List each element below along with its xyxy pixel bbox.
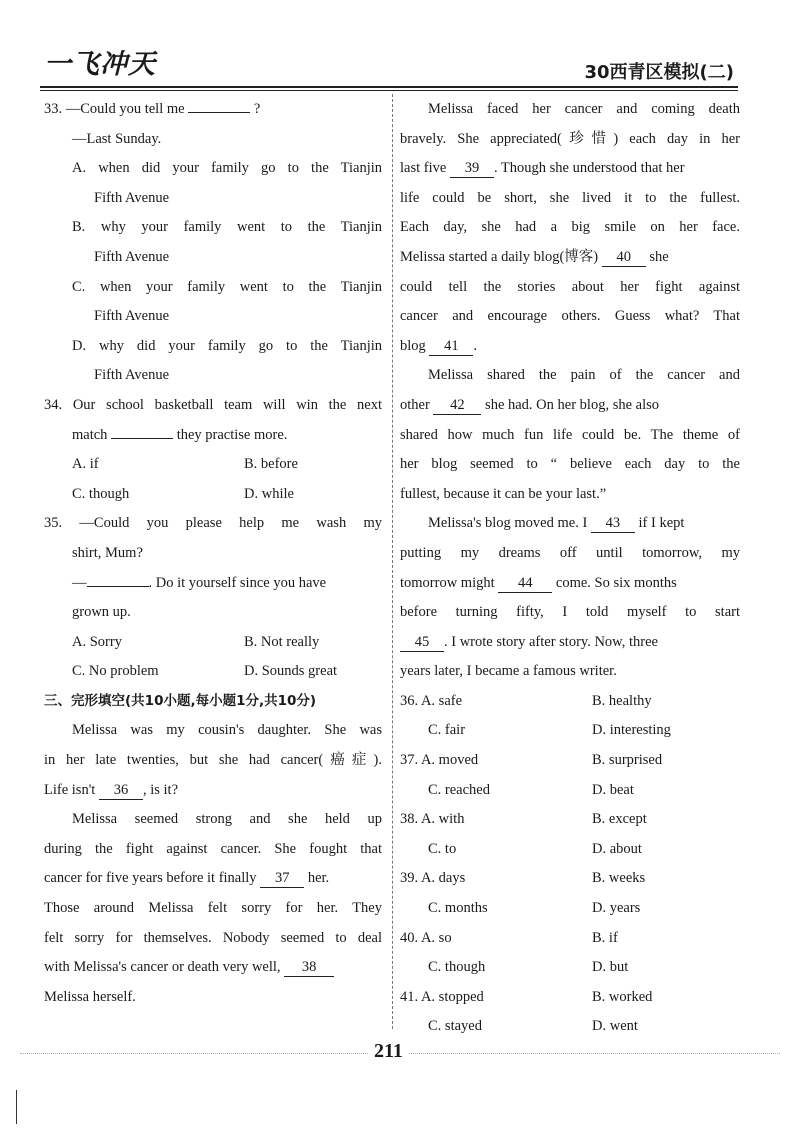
answer-blank [111,438,173,439]
passage-line: Melissa faced her cancer and coming death [428,101,740,117]
passage-line: years later, I became a famous writer. [400,663,617,680]
passage-line: Melissa was my cousin's daughter. She was [72,722,382,739]
passage-line: Those around Melissa felt sorry for her. They [44,900,382,917]
passage-line: Life isn't 36 , is it? [44,781,179,798]
passage-line: Melissa started a daily blog(博客) 40 she [400,248,669,265]
passage-line: cancer for five years before it finally 37 her. [44,870,330,887]
q33-option-c-cont: Fifth Avenue [94,308,170,325]
q33-option-a: A. when did your family go to the Tianjin [72,160,382,177]
cloze-options-41cd: C. stayed D. went [428,1018,638,1035]
passage-line: bravely. She appreciated(珍惜) each day in her [400,130,740,147]
q35-reply: — . Do it yourself since you have [72,574,327,591]
passage-line: tomorrow might 44 come. So six months [400,574,677,591]
cloze-options-36ab: 36. A. safe B. healthy [400,692,652,709]
q34-stem: 34. Our school basketball team will win the next [44,396,382,413]
q34-options-cd: C. though D. while [72,485,294,502]
q33-reply: —Last Sunday. [72,130,162,147]
passage-line: cancer and encourage others. Guess what? That [400,308,740,325]
cloze-options-41ab: 41. A. stopped B. worked [400,988,653,1005]
cloze-blank-44: 44 [498,574,552,593]
page-edge-mark [16,1090,17,1124]
page-number: 211 [368,1040,409,1063]
q35-stem: 35. —Could you please help me wash my [44,515,382,532]
right-column [400,95,740,1042]
q33-option-a-cont: Fifth Avenue [94,189,170,206]
cloze-blank-40: 40 [602,248,646,267]
passage-line: life could be short, she lived it to the fullest. [400,189,740,206]
q33-option-d: D. why did your family go to the Tianjin [72,337,382,354]
cloze-blank-42: 42 [433,396,481,415]
column-divider [392,94,393,1029]
cloze-options-38ab: 38. A. with B. except [400,811,647,828]
passage-line: fullest, because it can be your last.” [400,485,607,502]
cloze-options-39ab: 39. A. days B. weeks [400,870,646,887]
passage-line: Melissa shared the pain of the cancer and [428,367,740,384]
passage-line: with Melissa's cancer or death very well, 38 [44,953,382,983]
passage-line: her blog seemed to “ believe each day to the [400,456,740,473]
cloze-options-39cd: C. months D. years [428,900,641,917]
section-title: 三、完形填空(共10小题,每小题1分,共10分) [44,692,317,709]
q34-stem-cont: match they practise more. [72,426,288,443]
q33-option-c: C. when your family went to the Tianjin [72,278,382,295]
q35-stem-cont: shirt, Mum? [72,544,143,561]
cloze-options-37ab: 37. A. moved B. surprised [400,752,663,769]
q33-option-b-cont: Fifth Avenue [94,248,170,265]
cloze-options-40ab: 40. A. so B. if [400,929,618,946]
left-column [44,95,382,1012]
passage-line: putting my dreams off until tomorrow, my [400,544,740,561]
passage-line: during the fight against cancer. She fought that [44,840,382,857]
passage-line: Melissa seemed strong and she held up [72,811,382,828]
cloze-blank-45: 45 [400,633,444,652]
cloze-blank-37: 37 [260,869,304,888]
passage-line: other 42 she had. On her blog, she also [400,396,660,413]
passage-line: Melissa's blog moved me. I 43 if I kept [428,515,685,532]
q33-option-d-cont: Fifth Avenue [94,367,170,384]
q35-reply-cont: grown up. [72,604,131,621]
passage-line: felt sorry for themselves. Nobody seemed to deal [44,929,382,946]
q34-options-ab: A. if B. before [72,456,298,473]
cloze-blank-43: 43 [591,514,635,533]
cloze-blank-39: 39 [450,159,494,178]
cloze-blank-38: 38 [284,958,334,977]
passage-line: 45 . I wrote story after story. Now, three [400,628,740,658]
header-rule [40,86,738,88]
q35-options-cd: C. No problem D. Sounds great [72,663,338,680]
answer-blank [87,586,149,587]
q35-options-ab: A. Sorry B. Not really [72,633,320,650]
passage-line: in her late twenties, but she had cancer(癌症). [44,752,382,769]
q33-stem: 33. —Could you tell me ? [44,101,261,117]
answer-blank [188,112,250,113]
passage-line: Melissa herself. [44,988,136,1005]
passage-line: Each day, she had a big smile on her face. [400,219,740,236]
passage-line: last five 39 . Though she understood that her [400,160,685,177]
cloze-blank-36: 36 [99,781,143,800]
exam-title: 30西青区模拟(二) [584,62,734,83]
cloze-options-40cd: C. though D. but [428,959,629,976]
header-rule-thin [40,90,738,91]
cloze-options-38cd: C. to D. about [428,840,642,857]
passage-line: before turning fifty, I told myself to start [400,604,740,621]
cloze-blank-41: 41 [429,337,473,356]
passage-line: could tell the stories about her fight against [400,278,740,295]
series-title: 一飞冲天 [44,49,156,80]
cloze-options-37cd: C. reached D. beat [428,781,634,798]
passage-line: shared how much fun life could be. The theme of [400,426,740,443]
q33-option-b: B. why your family went to the Tianjin [72,219,382,236]
passage-line: blog 41 . [400,337,478,354]
cloze-options-36cd: C. fair D. interesting [428,722,671,739]
